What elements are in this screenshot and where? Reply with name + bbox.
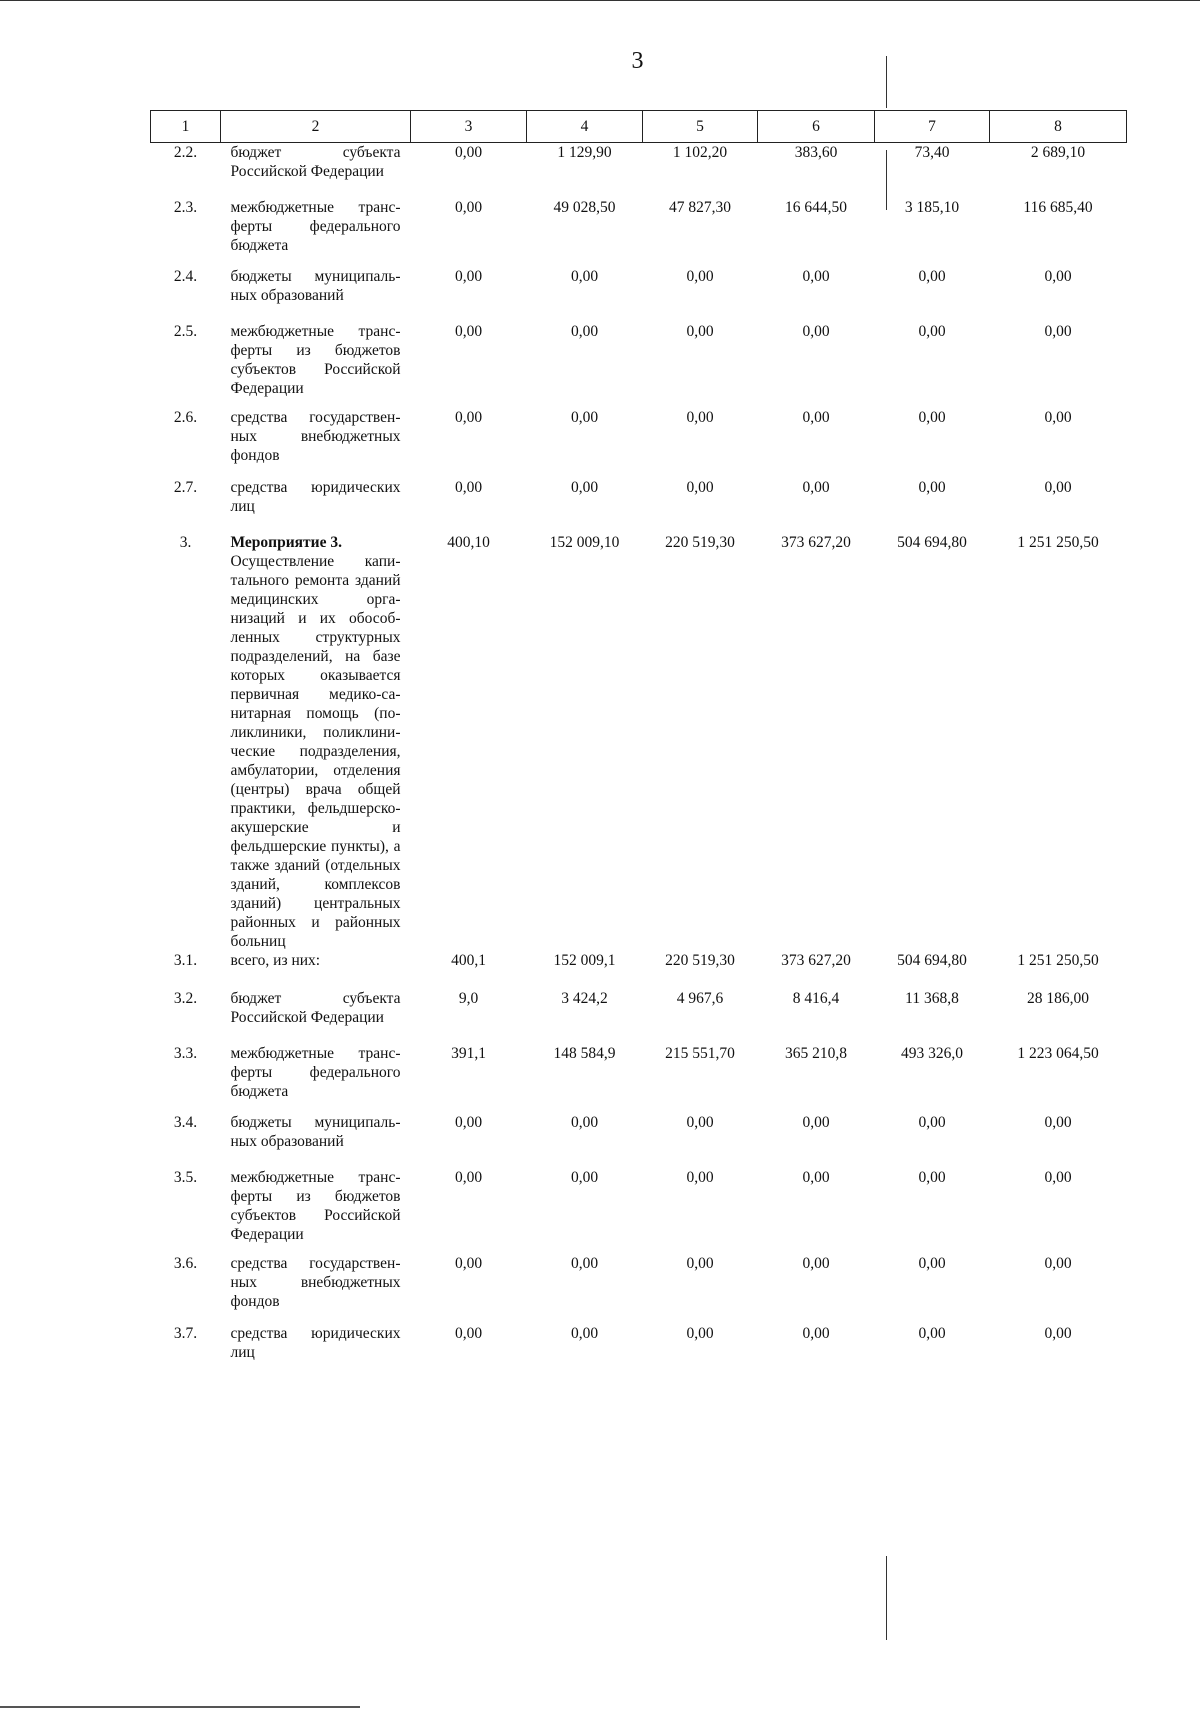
row-number: 2.6. bbox=[173, 408, 198, 426]
value-cell-col-3: 0,00 bbox=[454, 198, 483, 216]
value-cell-col-3: 0,00 bbox=[454, 1254, 483, 1272]
column-header-5: 5 bbox=[643, 111, 758, 143]
row-number: 3.1. bbox=[173, 951, 198, 969]
value-cell-col-8: 0,00 bbox=[1044, 1324, 1072, 1342]
column-header-4: 4 bbox=[527, 111, 643, 143]
table-row bbox=[151, 1044, 1127, 1113]
row-number: 3.7. bbox=[173, 1324, 198, 1342]
row-label: межбюджетные трансферты федерального бюджета bbox=[230, 1044, 401, 1100]
value-cell-col-5: 0,00 bbox=[686, 1254, 714, 1272]
value-cell-col-4: 152 009,1 bbox=[553, 951, 616, 969]
row-label: межбюджетные трансферты из бюджетов субъектов Российской Федерации bbox=[230, 322, 401, 397]
row-number: 3.4. bbox=[173, 1113, 198, 1131]
value-cell-col-6: 0,00 bbox=[802, 267, 830, 285]
row-label: межбюджетные трансферты федерального бюджета bbox=[230, 198, 401, 254]
value-cell-col-7: 504 694,80 bbox=[897, 533, 967, 551]
value-cell-col-4: 49 028,50 bbox=[553, 198, 616, 216]
value-cell-col-8: 0,00 bbox=[1044, 322, 1072, 340]
value-cell-col-8: 28 186,00 bbox=[1027, 989, 1089, 1007]
row-description bbox=[221, 478, 411, 533]
value-cell-col-4: 0,00 bbox=[570, 408, 599, 426]
row-label: средства юридических лиц bbox=[230, 1324, 401, 1361]
value-cell-col-5: 0,00 bbox=[686, 478, 714, 496]
column-header-8: 8 bbox=[990, 111, 1127, 143]
value-cell-col-5: 220 519,30 bbox=[665, 533, 735, 551]
value-cell-col-6: 365 210,8 bbox=[785, 1044, 847, 1062]
scan-line-bottom bbox=[0, 1706, 360, 1708]
row-number: 2.4. bbox=[173, 267, 198, 285]
table-row bbox=[151, 143, 1127, 198]
value-cell-col-8: 1 251 250,50 bbox=[1017, 533, 1099, 551]
page-number: 3 bbox=[631, 48, 644, 74]
value-cell-col-7: 0,00 bbox=[918, 322, 946, 340]
row-description bbox=[221, 1324, 411, 1379]
value-cell-col-8: 0,00 bbox=[1044, 478, 1072, 496]
value-cell-col-6: 0,00 bbox=[802, 322, 830, 340]
value-cell-col-4: 148 584,9 bbox=[553, 1044, 616, 1062]
value-cell-col-8: 1 251 250,50 bbox=[1017, 951, 1099, 969]
value-cell-col-7: 73,40 bbox=[914, 144, 950, 161]
value-cell-col-8: 1 223 064,50 bbox=[1017, 1044, 1099, 1062]
value-cell-col-4: 1 129,90 bbox=[557, 144, 612, 161]
table-row bbox=[151, 1168, 1127, 1254]
value-cell-col-5: 1 102,20 bbox=[672, 144, 728, 161]
value-cell-col-7: 504 694,80 bbox=[897, 951, 967, 969]
row-description bbox=[221, 1168, 411, 1254]
value-cell-col-5: 220 519,30 bbox=[665, 951, 735, 969]
value-cell-col-6: 0,00 bbox=[802, 408, 830, 426]
value-cell-col-4: 0,00 bbox=[570, 267, 599, 285]
row-label: средства юридических лиц bbox=[230, 478, 401, 515]
value-cell-col-8: 0,00 bbox=[1044, 1254, 1072, 1272]
row-number: 3.2. bbox=[173, 989, 198, 1007]
value-cell-col-5: 47 827,30 bbox=[669, 198, 731, 216]
row-number: 2.5. bbox=[173, 322, 198, 340]
value-cell-col-6: 373 627,20 bbox=[781, 951, 851, 969]
row-number: 2.3. bbox=[173, 198, 198, 216]
value-cell-col-8: 116 685,40 bbox=[1023, 198, 1093, 216]
value-cell-col-4: 0,00 bbox=[570, 1168, 599, 1186]
value-cell-col-7: 0,00 bbox=[918, 267, 946, 285]
row-number: 2.2. bbox=[173, 144, 198, 161]
table-row bbox=[151, 322, 1127, 408]
value-cell-col-3: 9,0 bbox=[458, 989, 479, 1007]
value-cell-col-8: 0,00 bbox=[1044, 408, 1072, 426]
row-description bbox=[221, 1113, 411, 1168]
scan-line-right-bottom bbox=[886, 1556, 887, 1640]
value-cell-col-7: 0,00 bbox=[918, 1324, 946, 1342]
budget-table bbox=[150, 110, 1127, 1379]
column-header-3: 3 bbox=[411, 111, 527, 143]
value-cell-col-7: 0,00 bbox=[918, 1168, 946, 1186]
value-cell-col-6: 0,00 bbox=[802, 1113, 830, 1131]
column-header-7: 7 bbox=[875, 111, 990, 143]
row-description bbox=[221, 1044, 411, 1113]
row-description bbox=[221, 198, 411, 267]
header-row bbox=[151, 111, 1127, 143]
row-number: 3.6. bbox=[173, 1254, 198, 1272]
table-row bbox=[151, 267, 1127, 322]
scan-line-top bbox=[0, 0, 1200, 1]
value-cell-col-3: 0,00 bbox=[454, 1324, 483, 1342]
value-cell-col-5: 4 967,6 bbox=[676, 989, 724, 1007]
value-cell-col-3: 0,00 bbox=[454, 322, 483, 340]
value-cell-col-3: 400,1 bbox=[451, 951, 486, 969]
row-number: 2.7. bbox=[173, 478, 198, 496]
row-description bbox=[221, 322, 411, 408]
table-row bbox=[151, 198, 1127, 267]
value-cell-col-6: 8 416,4 bbox=[792, 989, 840, 1007]
value-cell-col-5: 0,00 bbox=[686, 408, 714, 426]
row-description bbox=[221, 1254, 411, 1324]
value-cell-col-5: 0,00 bbox=[686, 1324, 714, 1342]
value-cell-col-6: 0,00 bbox=[802, 1168, 830, 1186]
value-cell-col-7: 0,00 bbox=[918, 478, 946, 496]
value-cell-col-6: 16 644,50 bbox=[785, 198, 847, 216]
row-label: всего, из них: bbox=[230, 951, 321, 969]
column-header-1: 1 bbox=[151, 111, 221, 143]
value-cell-col-6: 373 627,20 bbox=[781, 533, 851, 551]
row-label: средства государственных внебюджетных фондов bbox=[230, 1254, 401, 1310]
value-cell-col-4: 0,00 bbox=[570, 478, 599, 496]
value-cell-col-8: 2 689,10 bbox=[1030, 144, 1086, 161]
value-cell-col-7: 0,00 bbox=[918, 1254, 946, 1272]
row-label: межбюджетные трансферты из бюджетов субъектов Российской Федерации bbox=[230, 1168, 401, 1243]
column-header-2: 2 bbox=[221, 111, 411, 143]
row-label: бюджет субъекта Российской Федерации bbox=[230, 144, 401, 180]
table-row bbox=[151, 1324, 1127, 1379]
row-description bbox=[221, 267, 411, 322]
value-cell-col-6: 383,60 bbox=[794, 144, 838, 161]
row-description bbox=[221, 408, 411, 478]
value-cell-col-3: 0,00 bbox=[454, 144, 483, 161]
row-label: бюджеты муниципальных образований bbox=[230, 1113, 401, 1150]
activity-title: Мероприятие 3. bbox=[230, 533, 342, 551]
value-cell-col-6: 0,00 bbox=[802, 478, 830, 496]
value-cell-col-8: 0,00 bbox=[1044, 1113, 1072, 1131]
row-label: Осуществление капитального ремонта зданий медицинских организаций и их обособленных структурных подразделений, на базе которых оказывается первичная медико-санитарная помощь (поликлиники, поликлинические подразделения, амбулатории, отделения (центры) врача общей практики, фельдшерско-акушерские и фельдшерские пункты), а также зданий (отдельных зданий, комплексов зданий) центральных районных и районных больниц bbox=[230, 552, 401, 950]
value-cell-col-7: 493 326,0 bbox=[901, 1044, 963, 1062]
value-cell-col-6: 0,00 bbox=[802, 1254, 830, 1272]
value-cell-col-7: 11 368,8 bbox=[905, 989, 959, 1007]
value-cell-col-4: 0,00 bbox=[570, 322, 599, 340]
value-cell-col-3: 400,10 bbox=[447, 533, 490, 551]
value-cell-col-5: 0,00 bbox=[686, 322, 714, 340]
value-cell-col-5: 0,00 bbox=[686, 267, 714, 285]
value-cell-col-3: 0,00 bbox=[454, 267, 483, 285]
table-row bbox=[151, 1254, 1127, 1324]
value-cell-col-8: 0,00 bbox=[1044, 1168, 1072, 1186]
value-cell-col-5: 0,00 bbox=[686, 1168, 714, 1186]
row-description bbox=[221, 989, 411, 1044]
table-row bbox=[151, 1113, 1127, 1168]
value-cell-col-3: 0,00 bbox=[454, 478, 483, 496]
value-cell-col-4: 0,00 bbox=[570, 1324, 599, 1342]
value-cell-col-5: 215 551,70 bbox=[665, 1044, 735, 1062]
row-description bbox=[221, 143, 411, 198]
row-label: бюджет субъекта Российской Федерации bbox=[230, 989, 401, 1026]
value-cell-col-7: 3 185,10 bbox=[904, 198, 960, 216]
table-row bbox=[151, 533, 1127, 951]
row-number: 3.3. bbox=[173, 1044, 198, 1062]
scan-line-right-top bbox=[886, 56, 887, 108]
table-row bbox=[151, 478, 1127, 533]
value-cell-col-7: 0,00 bbox=[918, 408, 946, 426]
value-cell-col-6: 0,00 bbox=[802, 1324, 830, 1342]
row-label: бюджеты муниципальных образований bbox=[230, 267, 401, 304]
row-number: 3.5. bbox=[173, 1168, 198, 1186]
column-header-6: 6 bbox=[758, 111, 875, 143]
row-description bbox=[221, 533, 411, 951]
row-number: 3. bbox=[179, 533, 192, 551]
value-cell-col-4: 3 424,2 bbox=[561, 989, 608, 1007]
value-cell-col-3: 0,00 bbox=[454, 1168, 483, 1186]
value-cell-col-4: 152 009,10 bbox=[549, 533, 620, 551]
value-cell-col-5: 0,00 bbox=[686, 1113, 714, 1131]
value-cell-col-4: 0,00 bbox=[570, 1113, 599, 1131]
row-description bbox=[221, 951, 411, 989]
value-cell-col-8: 0,00 bbox=[1044, 267, 1072, 285]
table-row bbox=[151, 408, 1127, 478]
table-row bbox=[151, 989, 1127, 1044]
value-cell-col-4: 0,00 bbox=[570, 1254, 599, 1272]
row-label: средства государственных внебюджетных фондов bbox=[230, 408, 401, 464]
value-cell-col-3: 0,00 bbox=[454, 1113, 483, 1131]
value-cell-col-3: 0,00 bbox=[454, 408, 483, 426]
value-cell-col-7: 0,00 bbox=[918, 1113, 946, 1131]
table-row bbox=[151, 951, 1127, 989]
value-cell-col-3: 391,1 bbox=[451, 1044, 486, 1062]
